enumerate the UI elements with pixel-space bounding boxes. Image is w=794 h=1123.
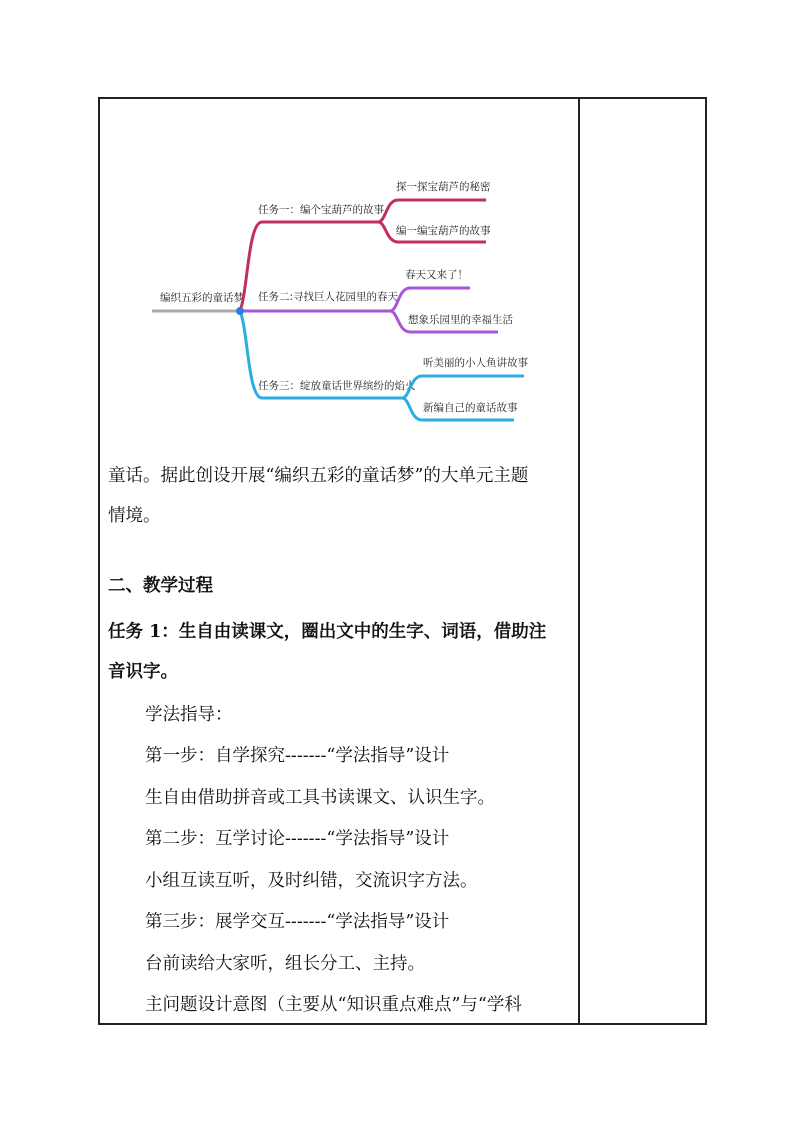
mindmap-sub-1-1 bbox=[378, 200, 486, 222]
mindmap-root-label: 编织五彩的童话梦 bbox=[160, 292, 244, 304]
mindmap-sub-2-1 bbox=[390, 288, 470, 311]
mindmap-task-3-label: 任务三：绽放童话世界缤纷的焰火 bbox=[258, 380, 416, 392]
mindmap-center-node bbox=[236, 307, 244, 315]
mindmap-sub-1-1-label: 探一探宝葫芦的秘密 bbox=[396, 181, 491, 193]
task-heading: 音识字。 bbox=[108, 662, 178, 682]
guide-title: 学法指导： bbox=[145, 705, 233, 725]
step-3: 第三步：展学交互-------“学法指导”设计 bbox=[145, 912, 450, 932]
step-3-desc: 台前读给大家听，组长分工、主持。 bbox=[145, 954, 425, 974]
mindmap-sub-3-2-label: 新编自己的童话故事 bbox=[423, 402, 518, 414]
task-heading: 任务 1：生自由读课文，圈出文中的生字、词语，借助注 bbox=[108, 622, 547, 642]
mindmap-sub-3-1-label: 听美丽的小人鱼讲故事 bbox=[423, 357, 528, 369]
mindmap-sub-1-2-label: 编一编宝葫芦的故事 bbox=[396, 225, 491, 237]
mindmap-task-1-label: 任务一：编个宝葫芦的故事 bbox=[258, 204, 384, 216]
mindmap-sub-2-2-label: 想象乐园里的幸福生活 bbox=[408, 314, 513, 326]
section-heading: 二、教学过程 bbox=[108, 576, 213, 596]
paragraph-line: 情境。 bbox=[108, 506, 161, 526]
mindmap-sub-2-1-label: 春天又来了！ bbox=[405, 269, 468, 281]
step-1: 第一步：自学探究-------“学法指导”设计 bbox=[145, 746, 450, 766]
design-intent-line: 主问题设计意图（主要从“知识重点难点”与“学科 bbox=[145, 995, 522, 1015]
mindmap-task-2-label: 任务二:寻找巨人花园里的春天 bbox=[258, 291, 399, 303]
step-1-desc: 生自由借助拼音或工具书读课文、认识生字。 bbox=[145, 788, 495, 808]
mind-map bbox=[140, 170, 540, 435]
paragraph-line: 童话。据此创设开展“编织五彩的童话梦”的大单元主题 bbox=[108, 466, 529, 486]
step-2-desc: 小组互读互听，及时纠错，交流识字方法。 bbox=[145, 871, 478, 891]
step-2: 第二步：互学讨论-------“学法指导”设计 bbox=[145, 829, 450, 849]
mindmap-sub-3-1 bbox=[402, 376, 524, 398]
